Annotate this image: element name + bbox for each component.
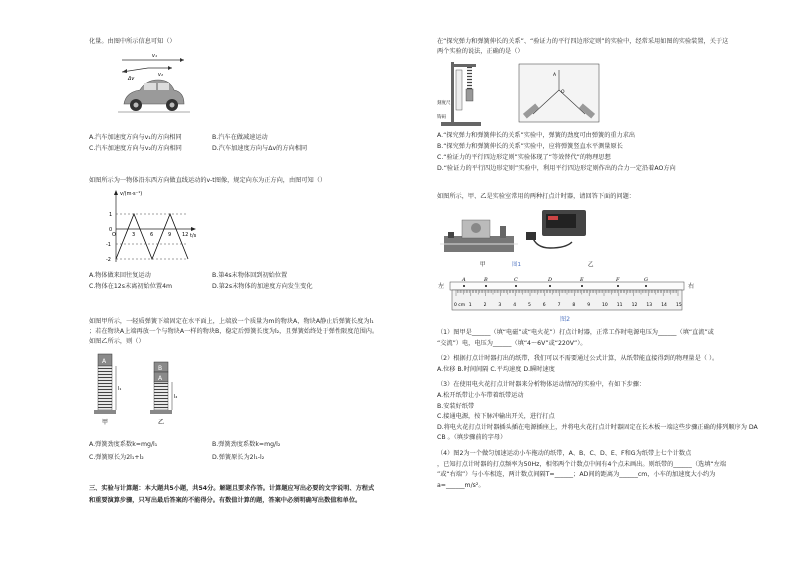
q5-line: （4）图2为一个做匀加速运动小车拖动的纸带，A、B、C、D、E、F和G为纸带上七个计数点 bbox=[437, 450, 692, 457]
q4-option-d[interactable]: D.“验证力的平行四边形定则”实验中，利用平行四边形定则作出的合力一定沿着AO方向 bbox=[437, 165, 676, 172]
ruler-number: 14 bbox=[661, 303, 667, 308]
q4-option-a[interactable]: A.“探究弹力和弹簧伸长的关系”实验中，弹簧的劲度可由弹簧的重力求出 bbox=[437, 132, 636, 139]
ruler-number: 8 bbox=[572, 303, 576, 308]
tape-dot bbox=[645, 285, 647, 287]
v2-label: v₂ bbox=[158, 72, 163, 78]
tape-dot bbox=[617, 285, 619, 287]
q5-line: （2）根据打点计时器打出的纸带，我们可以不需要通过公式计算，从纸带能直接得到的物理量是（ ）。 bbox=[437, 355, 719, 363]
q5-line: CB 。（填步骤前的字母） bbox=[437, 434, 507, 442]
q4-stem-line: 在“探究弹力和弹簧伸长的关系”、“验证力的平行四边形定则”的实验中，经常采用如图的实验装置，关于这 bbox=[437, 38, 729, 45]
q5-stem: 如图所示，甲、乙是实验室常用的两种打点计时器，请回答下面的问题： bbox=[437, 193, 635, 200]
v1-label: v₁ bbox=[152, 53, 157, 59]
q3-option-a[interactable]: A.弹簧劲度系数k=mg/l₁ bbox=[89, 441, 158, 448]
ruler-number: 13 bbox=[646, 303, 653, 308]
ruler-label: 刻度尺 bbox=[437, 101, 451, 106]
q3-option-c[interactable]: C.弹簧原长为2l₁+l₂ bbox=[89, 454, 144, 461]
ruler-number: 4 bbox=[513, 303, 517, 308]
tape-right-label: 右 bbox=[688, 283, 695, 290]
figure2-caption: 图2 bbox=[560, 316, 571, 323]
block-a-label: A bbox=[102, 358, 107, 365]
q5-line: B.安装好纸带 bbox=[437, 402, 475, 410]
ruler-number: 10 bbox=[602, 303, 608, 308]
ruler-number: 7 bbox=[557, 303, 561, 308]
l1-label: l₁ bbox=[118, 386, 122, 392]
q3-stem-line: 如图甲所示，一轻质弹簧下端固定在水平面上，上端放一个质量为m的物块A，物块A静止后弹簧长度为l₁ bbox=[89, 318, 374, 325]
vt-origin: O bbox=[112, 232, 116, 238]
q1-intro: 化量。由图中所示信息可知（） bbox=[89, 38, 176, 45]
hook-label: 钩码 bbox=[437, 115, 446, 120]
block-b-label: B bbox=[158, 365, 163, 372]
q5-line: （3）在使用电火花打点计时器来分析物体运动情况的实验中，有如下步骤： bbox=[437, 381, 646, 389]
tape-point-label: B bbox=[484, 277, 488, 283]
ruler-number: 3 bbox=[498, 303, 502, 308]
ruler-number: 6 bbox=[542, 303, 546, 308]
spring-figure bbox=[92, 352, 222, 428]
tape-point-label: G bbox=[644, 277, 648, 283]
q5-line: “交流”）电，电压为______（填“4～6V”或“220V”）。 bbox=[437, 339, 587, 347]
tape-dot bbox=[581, 285, 583, 287]
tape-ruler bbox=[450, 276, 684, 314]
tape-dot bbox=[549, 285, 551, 287]
vt-xlabel: t/s bbox=[190, 233, 197, 239]
section3-heading: 三、实验与计算题：本大题共5小题，共54分。解题且要求作答。计算题应写出必要的文字说明、方程式 bbox=[89, 485, 375, 492]
q3-option-b[interactable]: B.弹簧劲度系数k=mg/l₂ bbox=[212, 441, 281, 448]
q2-option-c[interactable]: C.物体在12s末离初始位置4m bbox=[89, 283, 173, 290]
ruler-number: 5 bbox=[528, 303, 531, 308]
q1-option-a[interactable]: A.汽车加速度方向与v₁的方向相同 bbox=[89, 134, 182, 141]
ruler-number: 11 bbox=[616, 303, 623, 308]
figure1-yi-label: 乙 bbox=[588, 262, 594, 268]
q5-line: A.位移 B.时间间隔 C.平均速度 D.瞬时速度 bbox=[437, 365, 555, 373]
vt-ylabel: v/(m·s⁻¹) bbox=[120, 191, 143, 197]
vt-ytick: 1 bbox=[109, 212, 113, 218]
q1-option-c[interactable]: C.汽车加速度方向与v₂的方向相同 bbox=[89, 145, 182, 152]
vt-xtick: 6 bbox=[150, 232, 154, 238]
q1-option-d[interactable]: D.汽车加速度方向与Δv的方向相同 bbox=[212, 145, 308, 152]
figure-jia-label: 甲 bbox=[102, 419, 109, 426]
figure1-caption: 图1 bbox=[512, 262, 521, 268]
tape-dot bbox=[515, 285, 517, 287]
tape-dot bbox=[485, 285, 487, 287]
q5-line: ”或“右端”）与小车相连，两计数点间隔T=______；AD间的距离为______cm，小车的加速度大小约为 bbox=[437, 471, 716, 479]
ruler-number: 12 bbox=[631, 303, 638, 308]
vt-xtick: 12 bbox=[182, 232, 189, 238]
tape-dot bbox=[463, 285, 465, 287]
ruler-number: 2 bbox=[483, 303, 487, 308]
q5-line: C.接通电源，按下脉冲输出开关，进行打点 bbox=[437, 413, 555, 421]
q4-option-b[interactable]: B.“探究弹力和弹簧伸长的关系”实验中，应将弹簧竖直水平测量原长 bbox=[437, 143, 623, 150]
q2-option-d[interactable]: D.第2s末物体的加速度方向发生变化 bbox=[212, 283, 313, 290]
q4-stem-line: 两个实验的说法，正确的是（） bbox=[437, 48, 524, 55]
q2-option-a[interactable]: A.物体做来回往复运动 bbox=[89, 272, 151, 279]
ruler-number: 1 bbox=[468, 303, 472, 308]
vt-ytick: -1 bbox=[106, 242, 111, 248]
ruler-number: 15 bbox=[676, 303, 682, 308]
q2-option-b[interactable]: B.第4s末物体回到初始位置 bbox=[212, 272, 288, 279]
l2-label: l₂ bbox=[174, 394, 178, 400]
vt-xtick: 3 bbox=[132, 232, 136, 238]
figure1-jia-label: 甲 bbox=[480, 262, 486, 268]
tape-left-label: 左 bbox=[438, 283, 445, 290]
figure-yi-label: 乙 bbox=[158, 419, 165, 426]
dv-label: Δv bbox=[128, 76, 135, 82]
tape-point-label: E bbox=[580, 277, 584, 283]
apparatus-figure bbox=[437, 60, 607, 128]
vt-ytick: -2 bbox=[106, 257, 111, 263]
section3-heading: 和重要演算步骤，只写出最后答案的不能得分。有数值计算的题，答案中必须明确写出数值和单位。 bbox=[89, 497, 362, 504]
ruler-unit: 0 cm bbox=[454, 303, 466, 308]
svg-text:O: O bbox=[561, 90, 565, 95]
q5-line: A.松开纸带让小车带着纸带运动 bbox=[437, 392, 524, 399]
q1-option-b[interactable]: B.汽车在做减速运动 bbox=[212, 134, 268, 141]
tape-point-label: F bbox=[616, 277, 620, 283]
vt-ytick: 0 bbox=[109, 227, 113, 233]
timer-figure bbox=[440, 206, 610, 270]
vt-graph bbox=[92, 188, 202, 264]
q3-stem-line: 如图乙所示，则（） bbox=[89, 338, 145, 345]
block-a2-label: A bbox=[158, 375, 163, 382]
svg-text:A: A bbox=[553, 73, 557, 78]
q3-option-d[interactable]: D.弹簧原长为2l₁-l₂ bbox=[212, 454, 265, 461]
tape-point-label: D bbox=[548, 277, 553, 283]
vt-xtick: 9 bbox=[168, 232, 172, 238]
tape-point-label: A bbox=[462, 277, 466, 283]
q3-stem-line: ；若在物块A上端再放一个与物块A一样的物块B，稳定后弹簧长度为l₂，且弹簧始终处于弹性限度范围内。 bbox=[89, 328, 379, 335]
q5-line: D.将电火花打点计时器插头插在电源插座上，并将电火花打点计时器固定在长木板一端这些步骤正确的排列顺序为 DA bbox=[437, 423, 758, 431]
q4-option-c[interactable]: C.“验证力的平行四边形定则”实验体现了“等效替代”的物理思想 bbox=[437, 154, 611, 161]
q5-line: ，已知打点计时器的打点频率为50Hz，相邻两个计数点中间有4个点未画出。则纸带的______（选填“左端 bbox=[437, 460, 726, 468]
car-figure bbox=[118, 52, 190, 120]
q5-line: （1）图甲是______（填“电磁”或“电火花”）打点计时器，正常工作时电源电压为______（填“直流”或 bbox=[437, 329, 714, 336]
q5-line: a=______m/s²。 bbox=[437, 481, 485, 489]
q2-stem: 如图所示为一物体沿东西方向做直线运动的v-t图像，规定向东为正方向，由图可知（） bbox=[89, 177, 327, 184]
ruler-number: 9 bbox=[587, 303, 591, 308]
tape-point-label: C bbox=[514, 277, 518, 283]
